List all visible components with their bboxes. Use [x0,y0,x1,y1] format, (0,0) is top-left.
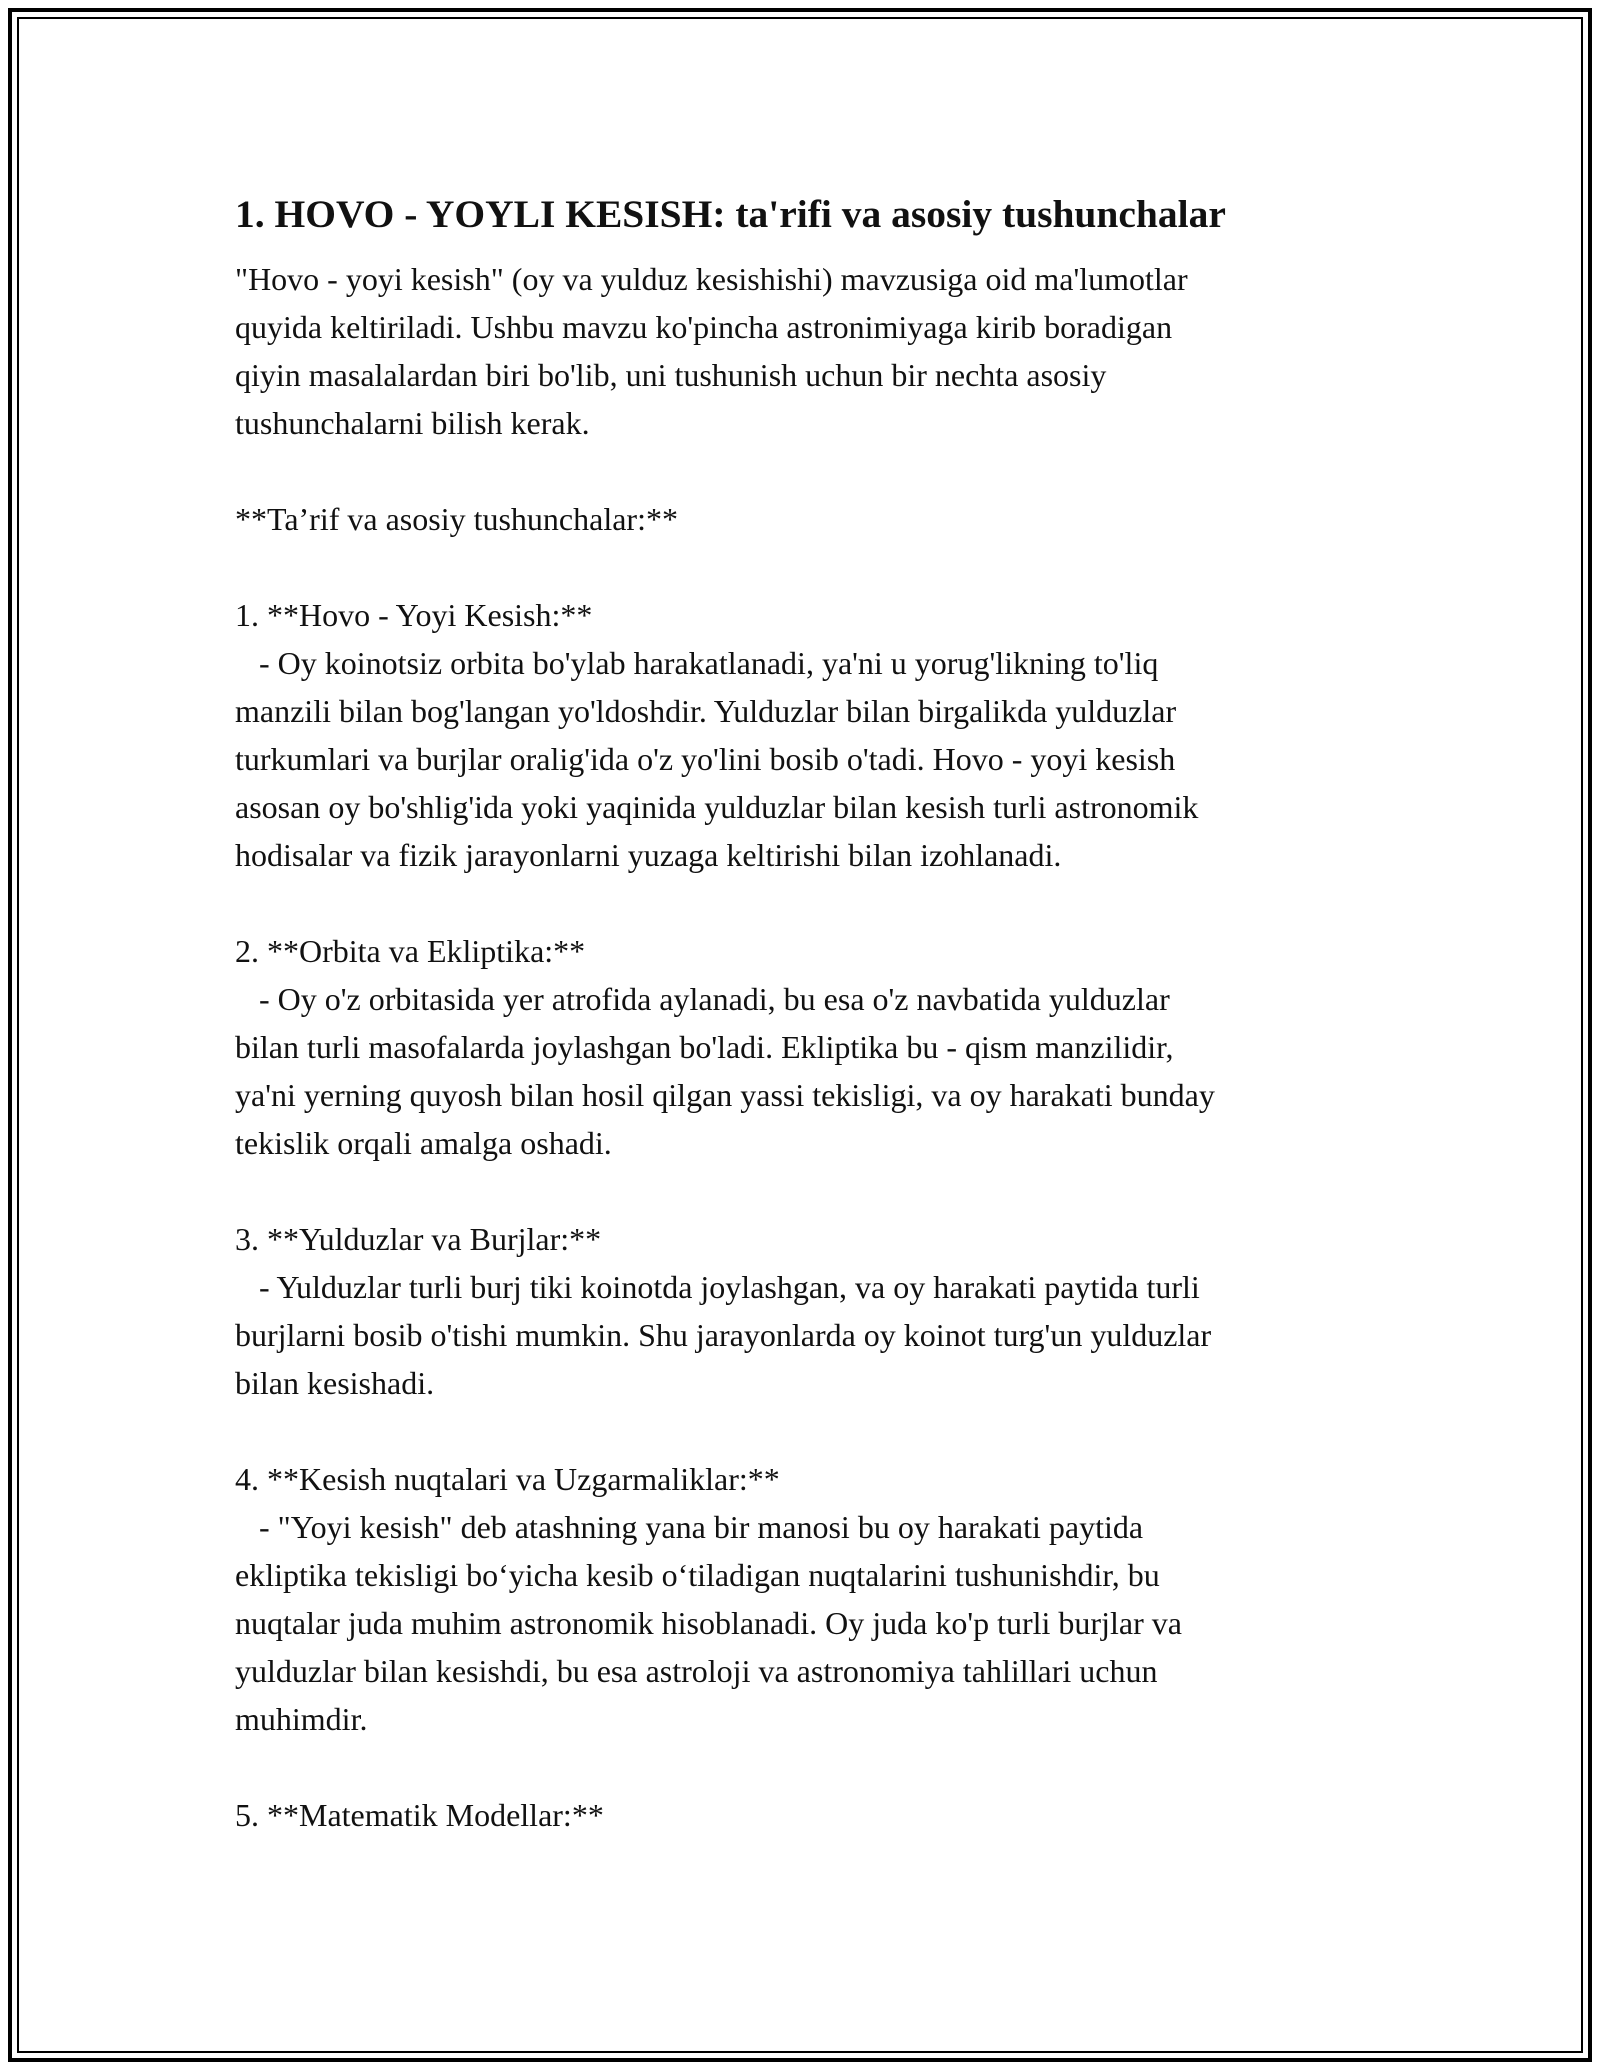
section-line: bilan turli masofalarda joylashgan bo'ladi. Ekliptika bu - qism manzilidir, [235,1029,1174,1065]
paragraph-spacer [235,1407,1385,1455]
document-body [235,183,1385,1839]
intro-line: "Hovo - yoyi kesish" (oy va yulduz kesishishi) mavzusiga oid ma'lumotlar [235,261,1188,297]
section-line: ya'ni yerning quyosh bilan hosil qilgan yassi tekisligi, va oy harakati bunday [235,1077,1215,1113]
intro-line: quyida keltiriladi. Ushbu mavzu ko'pincha astronimiyaga kirib boradigan [235,309,1173,345]
section-line: - "Yoyi kesish" deb atashning yana bir manosi bu oy harakati paytida [235,1509,1144,1545]
section-heading: 1. **Hovo - Yoyi Kesish:** [235,597,593,633]
section-2 [235,927,1385,1167]
section-line: ekliptika tekisligi bo‘yicha kesib o‘tiladigan nuqtalarini tushunishdir, bu [235,1557,1160,1593]
definitions-heading: **Ta’rif va asosiy tushunchalar:** [235,501,678,537]
section-line: manzili bilan bog'langan yo'ldoshdir. Yulduzlar bilan birgalikda yulduzlar [235,693,1177,729]
section-5 [235,1791,1385,1839]
section-line: - Yulduzlar turli burj tiki koinotda joylashgan, va oy harakati paytida turli [235,1269,1200,1305]
paragraph-spacer [235,1167,1385,1215]
document-title: 1. HOVO - YOYLI KESISH: ta'rifi va asosiy tushunchalar [235,192,1226,236]
intro-paragraph [235,255,1385,447]
section-line: nuqtalar juda muhim astronomik hisoblanadi. Oy juda ko'p turli burjlar va [235,1605,1182,1641]
section-4 [235,1455,1385,1743]
section-line: bilan kesishadi. [235,1365,435,1401]
section-line: turkumlari va burjlar oralig'ida o'z yo'lini bosib o'tadi. Hovo - yoyi kesish [235,741,1176,777]
intro-line: qiyin masalalardan biri bo'lib, uni tushunish uchun bir nechta asosiy [235,357,1107,393]
section-line: asosan oy bo'shlig'ida yoki yaqinida yulduzlar bilan kesish turli astronomik [235,789,1199,825]
section-heading: 2. **Orbita va Ekliptika:** [235,933,586,969]
section-line: burjlarni bosib o'tishi mumkin. Shu jarayonlarda oy koinot turg'un yulduzlar [235,1317,1212,1353]
section-1 [235,591,1385,879]
section-line: muhimdir. [235,1701,368,1737]
section-line: tekislik orqali amalga oshadi. [235,1125,612,1161]
paragraph-spacer [235,447,1385,495]
paragraph-spacer [235,879,1385,927]
section-line: - Oy o'z orbitasida yer atrofida aylanadi, bu esa o'z navbatida yulduzlar [235,981,1170,1017]
section-heading: 4. **Kesish nuqtalari va Uzgarmaliklar:** [235,1461,780,1497]
section-line: hodisalar va fizik jarayonlarni yuzaga keltirishi bilan izohlanadi. [235,837,1062,873]
section-3 [235,1215,1385,1407]
section-heading: 5. **Matematik Modellar:** [235,1797,604,1833]
paragraph-spacer [235,1743,1385,1791]
intro-line: tushunchalarni bilish kerak. [235,405,590,441]
paragraph-spacer [235,543,1385,591]
section-line: - Oy koinotsiz orbita bo'ylab harakatlanadi, ya'ni u yorug'likning to'liq [235,645,1159,681]
section-heading: 3. **Yulduzlar va Burjlar:** [235,1221,602,1257]
section-line: yulduzlar bilan kesishdi, bu esa astroloji va astronomiya tahlillari uchun [235,1653,1158,1689]
